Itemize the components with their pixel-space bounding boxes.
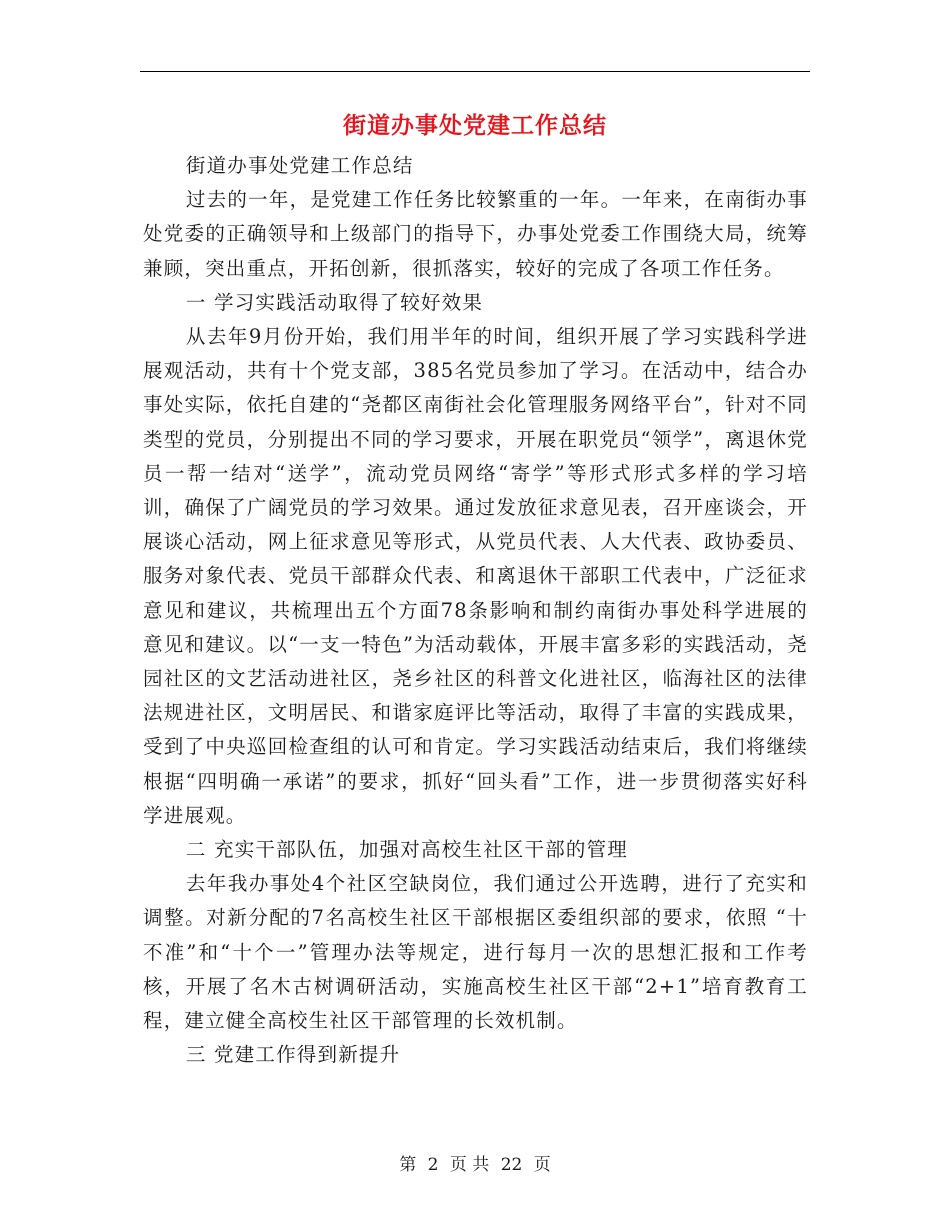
page-footer xyxy=(0,1152,950,1178)
section-heading-2: 二 充实干部队伍，加强对高校生社区干部的管理 xyxy=(185,838,628,862)
footer-suffix: 页 xyxy=(533,1155,551,1175)
paragraph-section-2: 去年我办事处4个社区空缺岗位，我们通过公开选聘，进行了充实和调整。对新分配的7名高校生社区干部根据区委组织部的要求，依照 “十不准”和“十个一”管理办法等规定，进行每月一次的思想汇报和工作考核，开展了名木古树调研活动，实施高校生社区干部“2+1”培育教育工程，建立健全高校生社区干部管理的长效机制。 xyxy=(143,872,808,1033)
paragraph-section-1: 从去年9月份开始，我们用半年的时间，组织开展了学习实践科学进展观活动，共有十个党支部，385名党员参加了学习。在活动中，结合办事处实际，依托自建的“尧都区南街社会化管理服务网络平台”，针对不同类型的党员，分别提出不同的学习要求，开展在职党员“领学”，离退休党员一帮一结对“送学”，流动党员网络“寄学”等形式形式多样的学习培训，确保了广阔党员的学习效果。通过发放征求意见表，召开座谈会，开展谈心活动，网上征求意见等形式，从党员代表、人大代表、政协委员、服务对象代表、党员干部群众代表、和离退休干部职工代表中，广泛征求意见和建议，共梳理出五个方面78条影响和制约南街办事处科学进展的意见和建议。以“一支一特色”为活动载体，开展丰富多彩的实践活动，尧园社区的文艺活动进社区，尧乡社区的科普文化进社区，临海社区的法律法规进社区，文明居民、和谐家庭评比等活动，取得了丰富的实践成果，受到了中央巡回检查组的认可和肯定。学习实践活动结束后，我们将继续根据“四明确一承诺”的要求，抓好“回头看”工作，进一步贯彻落实好科学进展观。 xyxy=(143,325,808,827)
paragraph-subtitle: 街道办事处党建工作总结 xyxy=(185,154,414,177)
footer-middle: 页 共 xyxy=(449,1155,490,1175)
footer-current-page: 2 xyxy=(427,1155,439,1175)
section-heading-3: 三 党建工作得到新提升 xyxy=(185,1043,401,1067)
header-rule xyxy=(140,71,810,72)
document-body xyxy=(143,149,808,1072)
footer-prefix: 第 xyxy=(399,1155,417,1175)
section-heading-1: 一 学习实践活动取得了较好效果 xyxy=(185,290,484,314)
document-title: 街道办事处党建工作总结 xyxy=(343,112,607,139)
footer-total-pages: 22 xyxy=(500,1155,523,1175)
paragraph-intro: 过去的一年，是党建工作任务比较繁重的一年。一年来，在南街办事处党委的正确领导和上级部门的指导下，办事处党委工作围绕大局，统筹兼顾，突出重点，开拓创新，很抓落实，较好的完成了各项工作任务。 xyxy=(143,188,808,280)
